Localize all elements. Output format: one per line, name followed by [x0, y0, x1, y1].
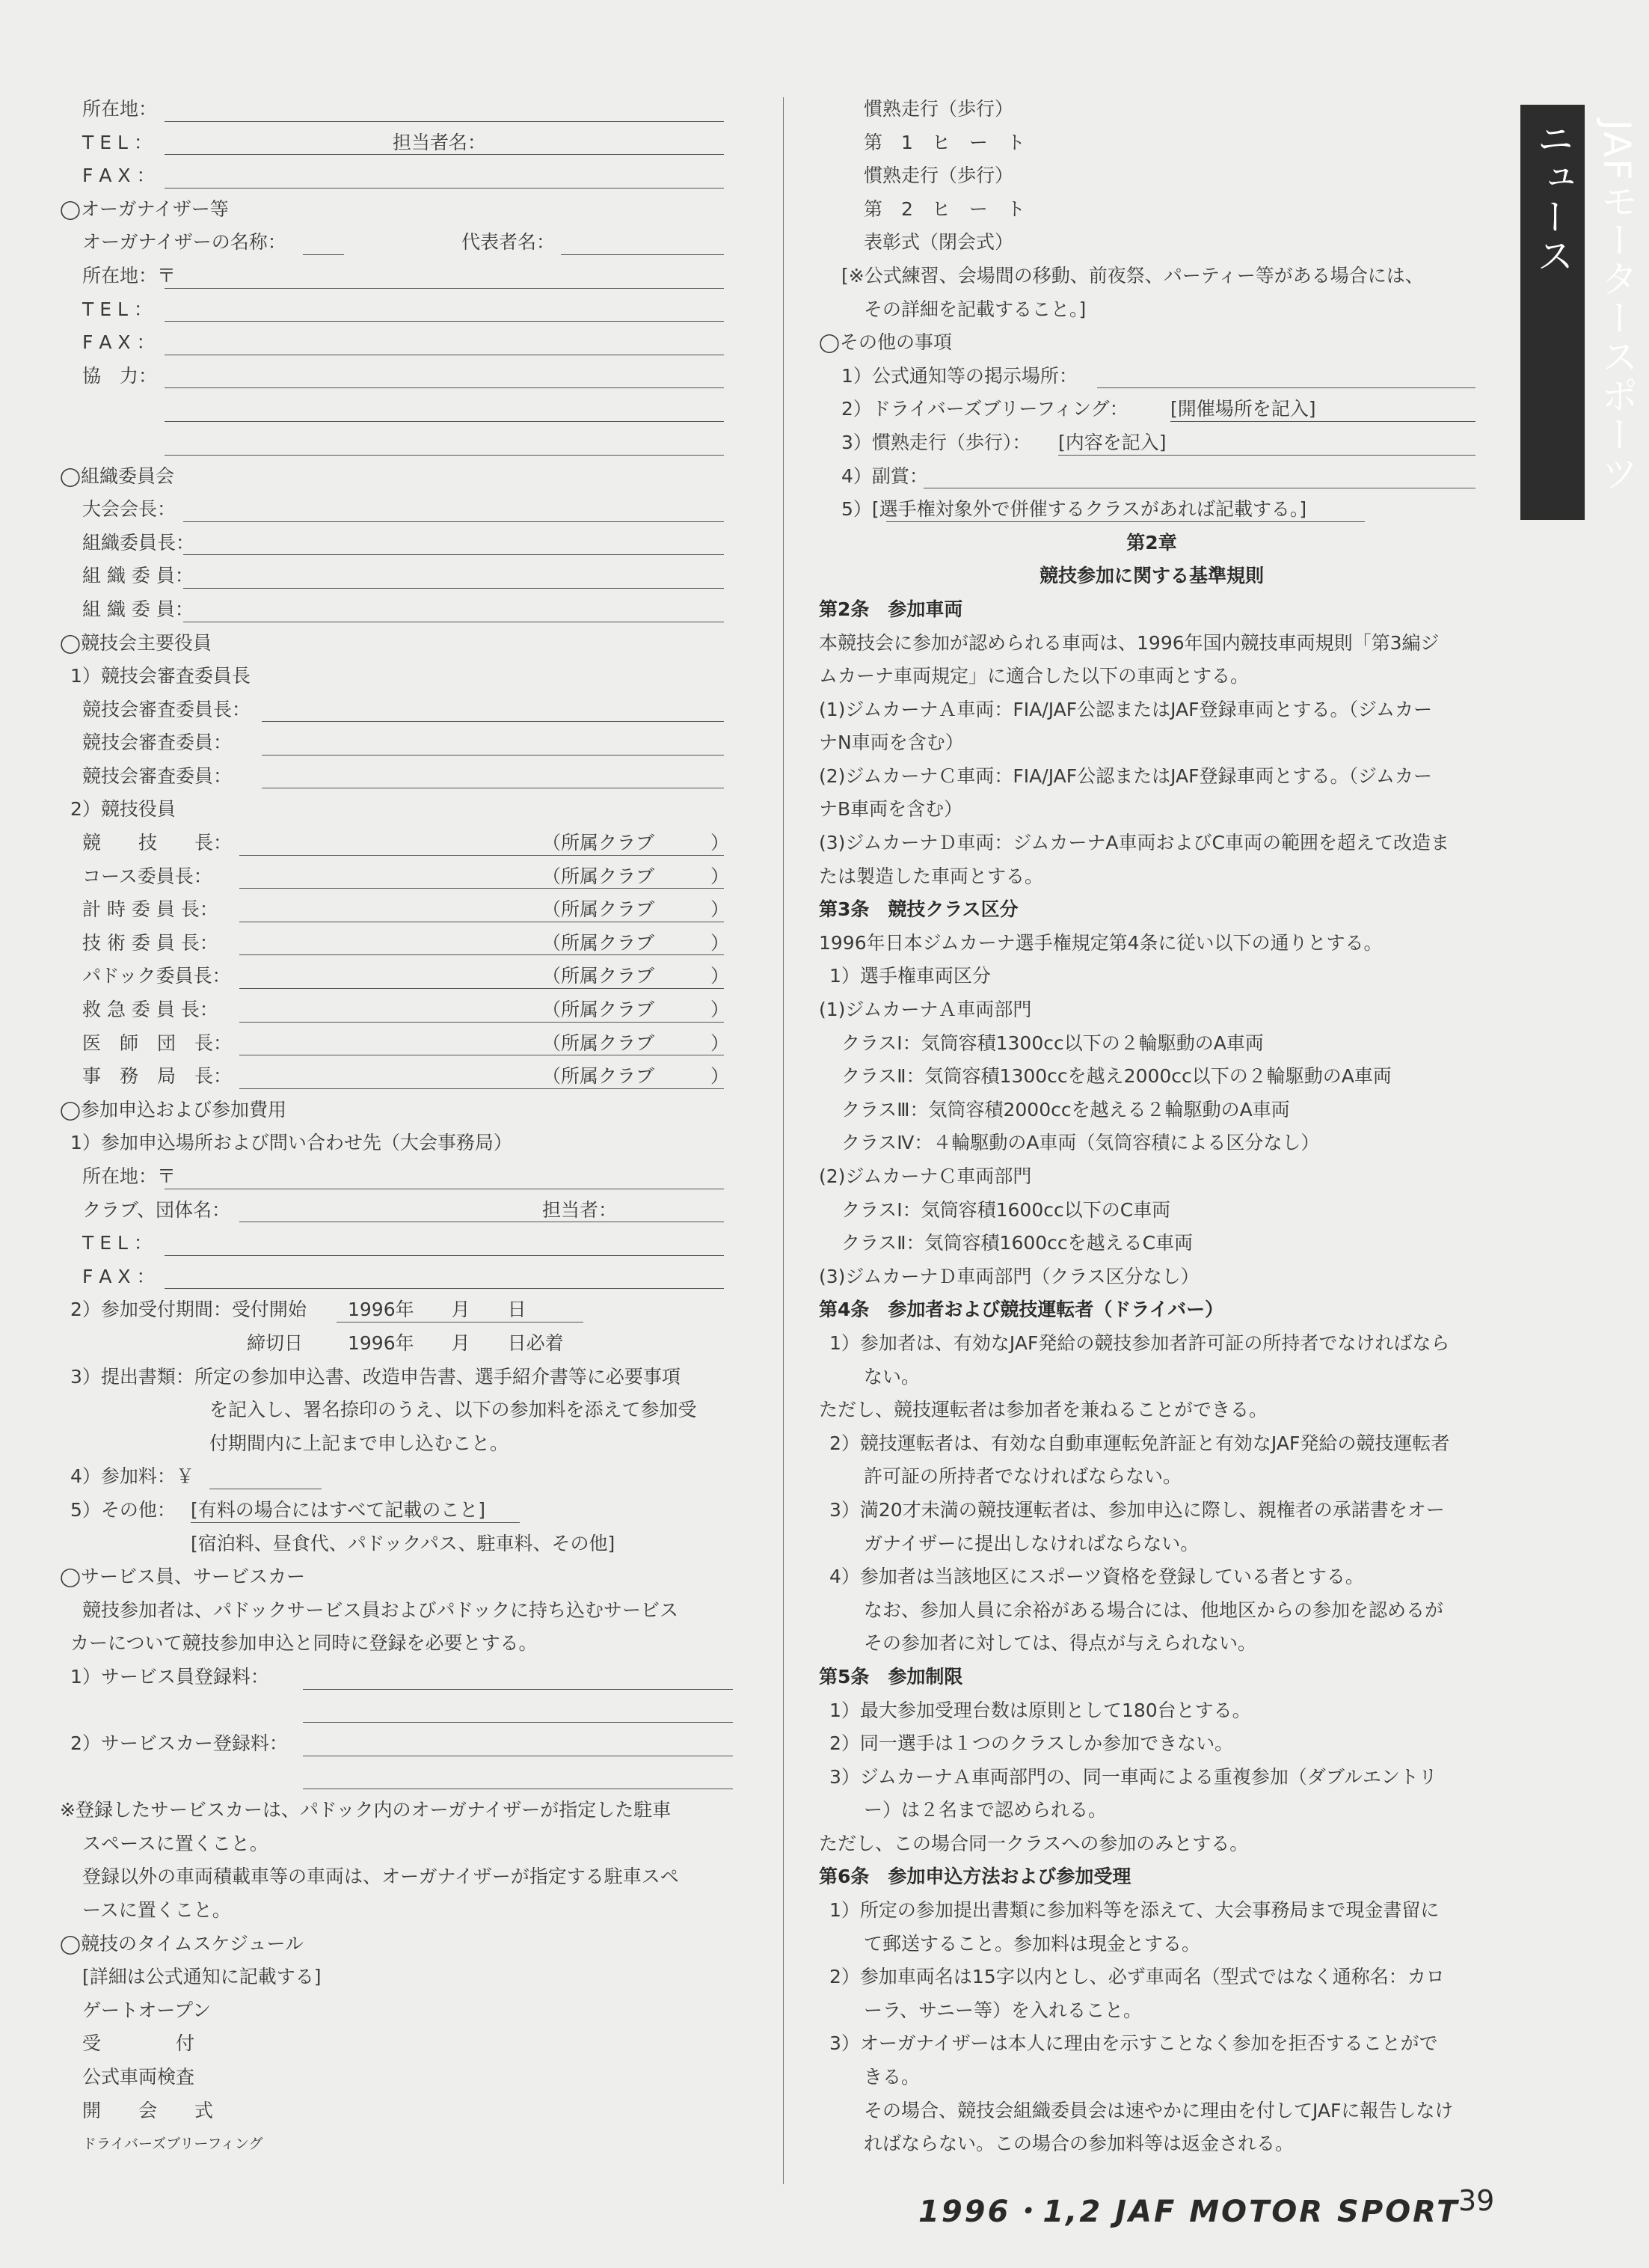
paragraph-line: 2）同一選手は１つのクラスしか参加できない。: [829, 1732, 1234, 1755]
paragraph-line: 3）満20才未満の競技運転者は、参加申込に際し、親権者の承諾書をオー: [829, 1498, 1445, 1521]
section-heading: ◯組織委員会: [60, 465, 174, 487]
field-value: [選手権対象外で併催するクラスがあれば記載する。]: [871, 498, 1307, 521]
blank-line: [165, 321, 724, 322]
schedule-item: 慣熟走行（歩行）: [864, 98, 1014, 120]
form-row: [60, 1460, 733, 1494]
paragraph-line: カーについて競技参加申込と同時に登録を必要とする。: [70, 1632, 538, 1655]
sub-heading: 2）競技役員: [70, 798, 176, 821]
paragraph-line: 許可証の所持者でなければならない。: [864, 1465, 1182, 1488]
paragraph-line: 1996年日本ジムカーナ選手権規定第4条に従い以下の通りとする。: [819, 931, 1383, 954]
section-tab-label: JAFモータースポーツニュース: [1531, 120, 1639, 493]
field-label: 計 時 委 員 長：: [82, 898, 218, 921]
field-label: 4）参加料：￥: [70, 1465, 194, 1488]
paragraph-line: (2)ジムカーナＣ車両部門: [819, 1165, 1032, 1187]
club-label: （所属クラブ: [542, 1065, 655, 1088]
paragraph-line: ない。: [864, 1365, 921, 1388]
club-label: （所属クラブ: [542, 832, 655, 854]
field-label: 担当者名：: [393, 131, 487, 153]
note-line: [詳細は公式通知に記載する]: [82, 1966, 322, 1988]
club-label: （所属クラブ: [542, 865, 655, 887]
form-row: [60, 1661, 733, 1694]
paragraph-line: 1）所定の参加提出書類に参加料等を添えて、大会事務局まで現金書留に: [829, 1899, 1440, 1922]
field-label: T E L ：: [82, 298, 153, 320]
page-number: 39: [1458, 2184, 1495, 2217]
field-label: 4）副賞：: [841, 465, 928, 487]
form-row: [60, 726, 733, 760]
blank-line: [165, 455, 724, 456]
club-bracket: ）: [710, 1032, 730, 1054]
field-label: 事 務 局 長：: [82, 1065, 233, 1088]
blank-line: [239, 988, 724, 989]
field-label: 競技会審査委員長：: [82, 698, 251, 720]
right-column: [819, 93, 1484, 2161]
field-label: 5）: [841, 498, 872, 521]
field-label: 所在地：〒: [82, 1165, 176, 1187]
form-row: [60, 93, 733, 126]
form-row: [819, 360, 1484, 393]
form-row: [60, 927, 733, 960]
field-label: 2）サービスカー登録料：: [70, 1732, 288, 1755]
note-line: ※登録したサービスカーは、パドック内のオーガナイザーが指定した駐車: [60, 1799, 672, 1821]
form-row: [819, 493, 1484, 527]
field-value: [有料の場合にはすべて記載のこと]: [191, 1498, 486, 1521]
blank-line: [303, 254, 344, 255]
note-line: その詳細を記載すること。]: [864, 298, 1087, 320]
article-title: 第3条 競技クラス区分: [819, 898, 1019, 921]
paragraph-line: 3）提出書類：所定の参加申込書、改造申告書、選手紹介書等に必要事項: [70, 1365, 681, 1388]
form-row: [60, 960, 733, 993]
paragraph-line: 本競技会に参加が認められる車両は、1996年国内競技車両規則「第3編ジ: [819, 631, 1440, 654]
field-label: 協 力：: [82, 364, 158, 387]
form-row: [60, 593, 733, 627]
section-heading: ◯サービス員、サービスカー: [60, 1566, 305, 1588]
field-label: 担当者：: [542, 1198, 618, 1221]
paragraph-line: 1）参加者は、有効なJAF発給の競技参加者許可証の所持者でなければなら: [829, 1331, 1450, 1354]
section-heading: ◯その他の事項: [819, 331, 952, 354]
form-row: [60, 1327, 733, 1361]
note-line: [※公式練習、会場間の移動、前夜祭、パーティー等がある場合には、: [841, 264, 1424, 286]
blank-line: [561, 254, 724, 255]
class-item: クラスⅡ：気筒容積1300ccを越え2000cc以下の２輪駆動のA車両: [841, 1065, 1392, 1088]
field-label: 競技会審査委員：: [82, 732, 233, 754]
schedule-item: ゲートオープン: [82, 1999, 212, 2021]
class-item: クラスⅡ：気筒容積1600ccを越えるC車両: [841, 1232, 1194, 1254]
field-label: 1）公式通知等の掲示場所：: [841, 364, 1078, 387]
blank-line: [183, 554, 724, 555]
paragraph-line: て郵送すること。参加料は現金とする。: [864, 1932, 1201, 1955]
form-row: [60, 1027, 733, 1061]
paragraph-line: 4）参加者は当該地区にスポーツ資格を登録している者とする。: [829, 1566, 1364, 1588]
article-title: 第2条 参加車両: [819, 598, 963, 620]
club-bracket: ）: [710, 965, 730, 987]
date-value: 1996年 月 日必着: [348, 1331, 564, 1354]
paragraph-line: を記入し、署名捺印のうえ、以下の参加料を添えて参加受: [209, 1399, 697, 1421]
section-heading: ◯競技会主要役員: [60, 631, 212, 654]
form-row: [60, 1293, 733, 1327]
field-label: クラブ、団体名：: [82, 1198, 231, 1221]
form-row: [60, 1060, 733, 1094]
blank-line: [303, 1689, 733, 1690]
field-label: 技 術 委 員 長：: [82, 931, 218, 954]
blank-line: [239, 888, 724, 889]
club-label: （所属クラブ: [542, 999, 655, 1021]
paragraph-line: たは製造した車両とする。: [819, 865, 1044, 887]
club-bracket: ）: [710, 898, 730, 921]
form-row: [819, 426, 1484, 460]
field-label: F A X ：: [82, 1265, 156, 1287]
left-column: [60, 93, 733, 2161]
form-row: [60, 1694, 733, 1728]
form-row: [60, 693, 733, 727]
schedule-item: 公式車両検査: [82, 2066, 195, 2088]
field-label: パドック委員長：: [82, 965, 231, 987]
class-item: クラスⅠ：気筒容積1600cc以下のC車両: [841, 1198, 1171, 1221]
field-value: [宿泊料、昼食代、パドックパス、駐車料、その他]: [191, 1532, 615, 1554]
field-label: 所在地：〒: [82, 264, 176, 286]
field-label: 締切日: [247, 1331, 304, 1354]
field-label: 大会会長：: [82, 498, 176, 521]
field-label: T E L ：: [82, 1232, 153, 1254]
paragraph-line: 1）選手権車両区分: [829, 965, 991, 987]
field-label: 2）参加受付期間：受付開始: [70, 1299, 307, 1321]
blank-line: [239, 855, 724, 856]
paragraph-line: 2）参加車両名は15字以内とし、必ず車両名（型式ではなく通称名：カロ: [829, 1966, 1445, 1988]
schedule-item: 表彰式（閉会式）: [864, 231, 1014, 254]
paragraph-line: 付期間内に上記まで申し込むこと。: [209, 1432, 509, 1454]
club-label: （所属クラブ: [542, 1032, 655, 1054]
section-heading: ◯オーガナイザー等: [60, 197, 229, 220]
paragraph-line: なお、参加人員に余裕がある場合には、他地区からの参加を認めるが: [864, 1599, 1444, 1621]
form-row: [60, 827, 733, 860]
note-line: スペースに置くこと。: [82, 1832, 268, 1854]
chapter-number: 第2章: [1126, 531, 1177, 554]
paragraph-line: ただし、競技運転者は参加者を兼ねることができる。: [819, 1399, 1268, 1421]
blank-line: [165, 188, 724, 189]
blank-line: [1058, 455, 1475, 456]
field-label: 3）慣熟走行（歩行）：: [841, 431, 1031, 453]
blank-line: [165, 387, 724, 388]
blank-line: [239, 1088, 724, 1089]
section-heading: ◯参加申込および参加費用: [60, 1098, 286, 1121]
paragraph-line: [60, 1527, 733, 1561]
club-label: （所属クラブ: [542, 898, 655, 921]
form-row: [60, 260, 733, 293]
blank-line: [337, 1322, 583, 1323]
club-bracket: ）: [710, 1065, 730, 1088]
field-value: [開催場所を記入]: [1170, 398, 1316, 420]
paragraph-line: (3)ジムカーナＤ車両部門（クラス区分なし）: [819, 1265, 1200, 1287]
schedule-item: 受 付: [82, 2032, 195, 2055]
paragraph-line: ーラ、サニー等）を入れること。: [864, 1999, 1143, 2021]
paragraph-line: ナN車両を含む）: [819, 732, 964, 754]
blank-line: [239, 1022, 724, 1023]
field-label: F A X ：: [82, 331, 156, 354]
paragraph-line: きる。: [864, 2066, 921, 2088]
field-label: 競技会審査委員：: [82, 764, 233, 787]
paragraph-line: ればならない。この場合の参加料等は返金される。: [864, 2133, 1295, 2155]
blank-line: [165, 288, 724, 289]
paragraph-line: (2)ジムカーナＣ車両：FIA/JAF公認またはJAF登録車両とする。（ジムカー: [819, 764, 1433, 787]
paragraph-line: (3)ジムカーナＤ車両：ジムカーナA車両およびC車両の範囲を超えて改造ま: [819, 832, 1449, 854]
blank-line: [183, 521, 724, 522]
section-heading: ◯競技のタイムスケジュール: [60, 1932, 304, 1955]
article-title: 第4条 参加者および競技運転者（ドライバー）: [819, 1299, 1224, 1321]
article-title: 第6条 参加申込方法および参加受理: [819, 1866, 1131, 1888]
field-label: 所在地：: [82, 98, 158, 120]
field-label: 2）ドライバーズブリーフィング：: [841, 398, 1128, 420]
blank-line: [165, 1288, 724, 1289]
class-item: クラスⅣ：４輪駆動のA車両（気筒容積による区分なし）: [841, 1132, 1320, 1154]
blank-line: [886, 521, 1365, 522]
blank-line: [262, 721, 724, 722]
form-row: [60, 360, 733, 393]
blank-line: [165, 154, 724, 155]
paragraph-line: ー）は２名まで認められる。: [864, 1799, 1108, 1821]
schedule-item: 第 1 ヒ ー ト: [864, 131, 1025, 153]
form-row: [60, 393, 733, 426]
paragraph-line: ナB車両を含む）: [819, 798, 963, 821]
note-line: ースに置くこと。: [82, 1899, 231, 1922]
class-item: クラスⅠ：気筒容積1300cc以下の２輪駆動のA車両: [841, 1032, 1264, 1054]
form-row: [60, 1494, 733, 1527]
paragraph-line: 1）最大参加受理台数は原則として180台とする。: [829, 1699, 1251, 1721]
field-label: コース委員長：: [82, 865, 212, 887]
paragraph-line: その参加者に対しては、得点が与えられない。: [864, 1632, 1257, 1655]
paragraph-line: その場合、競技会組織委員会は速やかに理由を付してJAFに報告しなけ: [864, 2099, 1454, 2121]
blank-line: [191, 1522, 520, 1523]
paragraph-line: ムカーナ車両規定」に適合した以下の車両とする。: [819, 665, 1250, 687]
club-label: （所属クラブ: [542, 965, 655, 987]
field-label: 代表者名：: [461, 231, 556, 254]
form-row: [60, 1160, 733, 1194]
sub-heading: 1）競技会審査委員長: [70, 665, 251, 687]
blank-line: [183, 588, 724, 589]
form-row: [60, 760, 733, 794]
form-row: [60, 993, 733, 1027]
form-row: [60, 493, 733, 527]
club-label: （所属クラブ: [542, 931, 655, 954]
blank-line: [262, 755, 724, 756]
field-label: 組織委員長：: [82, 531, 195, 554]
form-row: [60, 159, 733, 193]
field-label: 組 織 委 員：: [82, 598, 194, 620]
form-row: [60, 1227, 733, 1260]
club-bracket: ）: [710, 931, 730, 954]
form-row: [60, 126, 733, 160]
schedule-item: 第 2 ヒ ー ト: [864, 197, 1025, 220]
paragraph-line: ガナイザーに提出しなければならない。: [864, 1532, 1200, 1554]
club-bracket: ）: [710, 832, 730, 854]
blank-line: [239, 954, 724, 955]
schedule-item: 開 会 式: [82, 2099, 214, 2121]
column-divider: [783, 97, 784, 2184]
paragraph-line: 競技参加者は、パドックサービス員およびパドックに持ち込むサービス: [82, 1599, 679, 1621]
magazine-footer: 1996・1,2 JAF MOTOR SPORT: [918, 2195, 1460, 2229]
form-row: [60, 860, 733, 894]
blank-line: [303, 1722, 733, 1723]
form-row: [60, 293, 733, 327]
paragraph-line: (1)ジムカーナＡ車両部門: [819, 999, 1032, 1021]
note-line: 登録以外の車両積載車等の車両は、オーガナイザーが指定する駐車スペ: [82, 1866, 679, 1888]
field-label: F A X ：: [82, 165, 156, 187]
form-row: [819, 393, 1484, 426]
form-row: [60, 1761, 733, 1795]
sub-heading: 1）参加申込場所および問い合わせ先（大会事務局）: [70, 1132, 512, 1154]
class-item: クラスⅢ：気筒容積2000ccを越える２輪駆動のA車両: [841, 1098, 1290, 1121]
form-row: [60, 1260, 733, 1294]
schedule-item: ドライバーズブリーフィング: [82, 2136, 263, 2153]
form-row: [60, 226, 733, 260]
date-value: 1996年 月 日: [348, 1299, 526, 1321]
article-title: 第5条 参加制限: [819, 1665, 963, 1688]
schedule-item: 慣熟走行（歩行）: [864, 165, 1014, 187]
field-label: 救 急 委 員 長：: [82, 999, 218, 1021]
form-row: [60, 326, 733, 360]
form-row: [60, 527, 733, 560]
blank-line: [165, 1255, 724, 1256]
paragraph-line: ただし、この場合同一クラスへの参加のみとする。: [819, 1832, 1249, 1854]
paragraph-line: 3）ジムカーナＡ車両部門の、同一車両による重複参加（ダブルエントリ: [829, 1765, 1437, 1788]
form-row: [60, 560, 733, 593]
field-label: 1）サービス員登録料：: [70, 1665, 269, 1688]
form-row: [60, 893, 733, 927]
field-label: 5）その他：: [70, 1498, 176, 1521]
paragraph-line: 3）オーガナイザーは本人に理由を示すことなく参加を拒否することがで: [829, 2032, 1438, 2055]
form-row: [60, 1727, 733, 1761]
field-value: [内容を記入]: [1058, 431, 1167, 453]
blank-line: [1170, 421, 1475, 422]
field-label: T E L ：: [82, 131, 153, 153]
form-row: [60, 1194, 733, 1228]
field-label: 組 織 委 員：: [82, 565, 194, 587]
field-label: 競 技 長：: [82, 832, 233, 854]
club-bracket: ）: [710, 865, 730, 887]
blank-line: [1097, 387, 1475, 388]
blank-line: [165, 421, 724, 422]
paragraph-line: (1)ジムカーナＡ車両：FIA/JAF公認またはJAF登録車両とする。（ジムカー: [819, 698, 1433, 720]
blank-line: [165, 121, 724, 122]
club-bracket: ）: [710, 999, 730, 1021]
field-label: 医 師 団 長：: [82, 1032, 233, 1054]
field-label: オーガナイザーの名称：: [82, 231, 286, 254]
form-row: [819, 460, 1484, 494]
chapter-title: 競技参加に関する基準規則: [1039, 565, 1264, 587]
paragraph-line: 2）競技運転者は、有効な自動車運転免許証と有効なJAF発給の競技運転者: [829, 1432, 1450, 1454]
form-row: [60, 426, 733, 460]
section-tab: [1520, 105, 1639, 520]
